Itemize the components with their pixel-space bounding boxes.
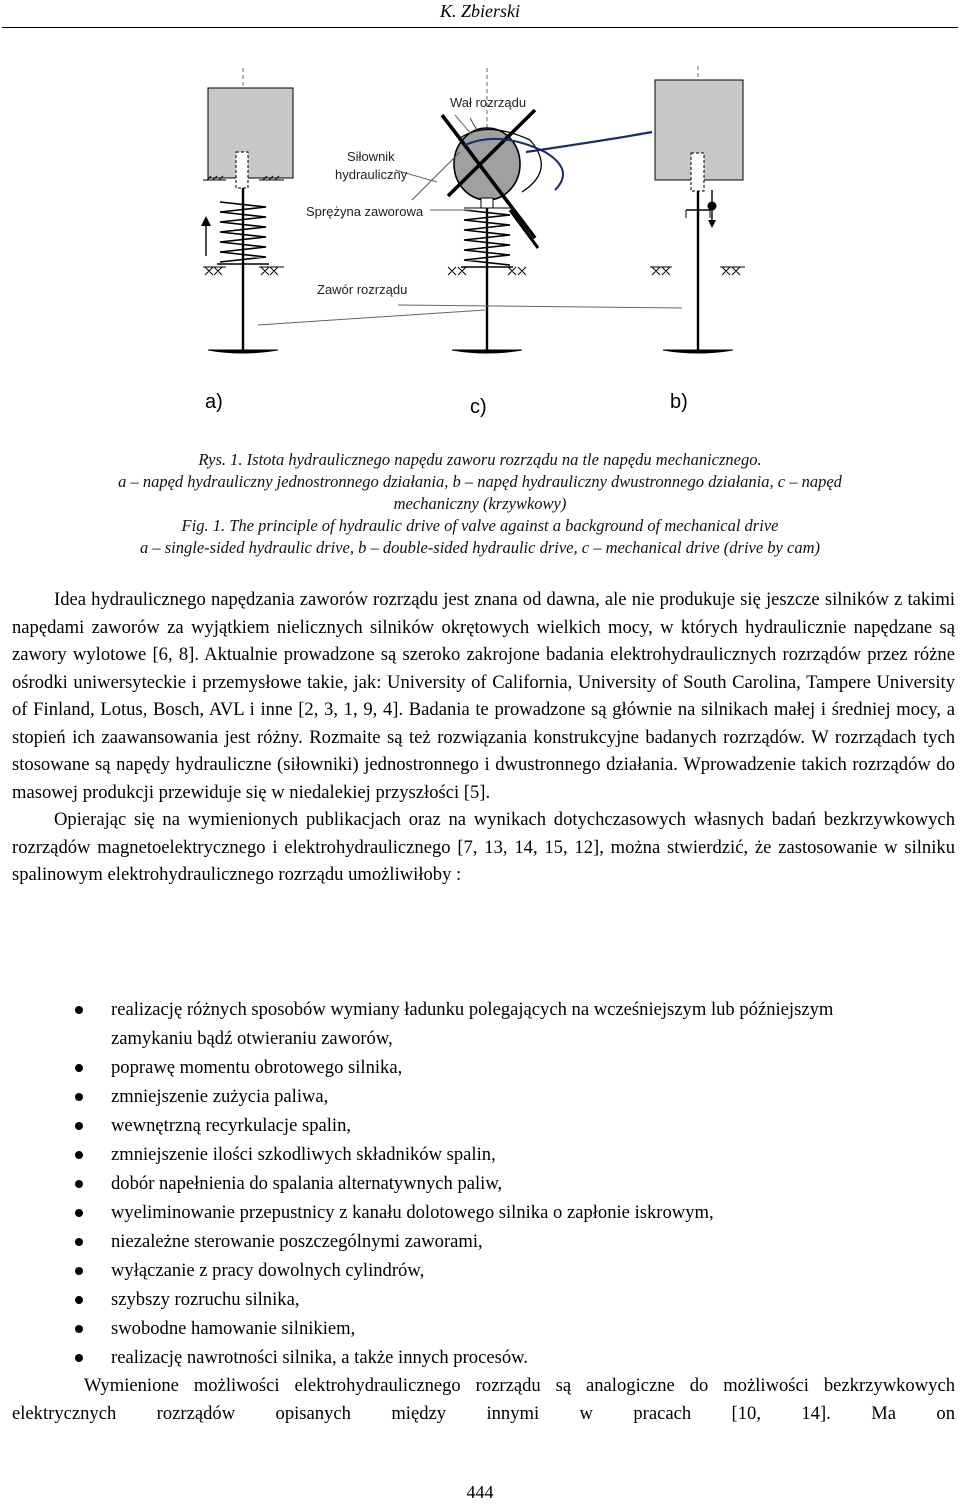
list-item: wyeliminowanie przepustnicy z kanału dolotowego silnika o zapłonie iskrowym, xyxy=(0,1198,960,1227)
label-actuator-line2: hydrauliczny xyxy=(335,167,408,182)
panel-b-drawing xyxy=(650,66,745,353)
list-item: zmniejszenie ilości szkodliwych składników spalin, xyxy=(0,1140,960,1169)
header-author: K. Zbierski xyxy=(439,1,520,21)
bullet-icon xyxy=(75,1006,83,1014)
bullet-icon xyxy=(75,1180,83,1188)
caption-en-title: Fig. 1. The principle of hydraulic drive of valve against a background of mechanical drive xyxy=(181,516,779,535)
list-item: swobodne hamowanie silnikiem, xyxy=(0,1314,960,1343)
list-item: dobór napełnienia do spalania alternatywnych paliw, xyxy=(0,1169,960,1198)
paragraph-2: Opierając się na wymienionych publikacjach oraz na wynikach dotychczasowych własnych badań bezkrzywkowych rozrządów magnetoelektrycznego i elektrohydraulicznego [7, 13, 14, 15, 12], można stwierdzić, że zastosowanie w silniku spalinowym elektrohydraulicznego rozrządu umożliwiłoby : xyxy=(12,809,955,885)
figure-caption xyxy=(20,449,940,559)
label-actuator-line1: Siłownik xyxy=(347,149,395,164)
panel-a-drawing xyxy=(201,68,293,353)
benefits-list xyxy=(0,995,960,1372)
bullet-icon xyxy=(75,1064,83,1072)
caption-pl-title: Rys. 1. Istota hydraulicznego napędu zaworu rozrządu na tle napędu mechanicznego. xyxy=(198,450,762,469)
list-item: niezależne sterowanie poszczególnymi zaworami, xyxy=(0,1227,960,1256)
closing-section xyxy=(12,1372,955,1427)
list-item: poprawę momentu obrotowego silnika, xyxy=(0,1053,960,1082)
list-item: zmniejszenie zużycia paliwa, xyxy=(0,1082,960,1111)
list-item: szybszy rozruchu silnika, xyxy=(0,1285,960,1314)
bullet-icon xyxy=(75,1209,83,1217)
label-camshaft: Wał rozrządu xyxy=(450,95,527,110)
panel-label-a: a) xyxy=(205,391,223,413)
bullet-icon xyxy=(75,1354,83,1362)
bullet-icon xyxy=(75,1325,83,1333)
list-item: realizację różnych sposobów wymiany ładunku polegających na wcześniejszym lub późniejszym zamykaniu bądź otwieraniu zaworów, xyxy=(0,995,960,1053)
bullet-icon xyxy=(75,1093,83,1101)
bullet-icon xyxy=(75,1296,83,1304)
paragraph-3: Wymienione możliwości elektrohydraulicznego rozrządu są analogiczne do możliwości bezkrzywkowych elektrycznych rozrządów opisanych między innymi w pracach [10, 14]. Ma on xyxy=(12,1375,955,1424)
list-item: wyłączanie z pracy dowolnych cylindrów, xyxy=(0,1256,960,1285)
valve-drive-diagram xyxy=(0,60,960,420)
body-section xyxy=(12,586,955,889)
bullet-icon xyxy=(75,1151,83,1159)
caption-pl-line2: a – napęd hydrauliczny jednostronnego działania, b – napęd hydrauliczny dwustronnego działania, c – napęd xyxy=(118,472,842,491)
running-header xyxy=(0,0,960,30)
page-number: 444 xyxy=(466,1482,494,1502)
leader-valve-left xyxy=(258,310,485,325)
leader-camshaft xyxy=(455,115,472,135)
label-valve: Zawór rozrządu xyxy=(317,282,408,297)
figure-1 xyxy=(0,60,960,420)
caption-en-line2: a – single-sided hydraulic drive, b – double-sided hydraulic drive, c – mechanical drive (drive by cam) xyxy=(140,538,820,557)
label-spring: Sprężyna zaworowa xyxy=(306,204,424,219)
bullet-icon xyxy=(75,1267,83,1275)
paragraph-1: Idea hydraulicznego napędzania zaworów rozrządu jest znana od dawna, ale nie produkuje się jeszcze silników z takimi napędami zaworów za wyjątkiem nielicznych silników okrętowych wielkich mocy, w których hydraulicznie napędzane są zawory wylotowe [6, 8]. Aktualnie prowadzone są szeroko zakrojone badania elektrohydraulicznych rozrządów przez różne ośrodki uniwersyteckie i przemysłowe takie, jak: University of California, University of South Carolina, Tampere University of Finland, Lotus, Bosch, AVL i inne [2, 3, 1, 9, 4]. Badania te prowadzone są głównie na silnikach małej i średniej mocy, a stopień ich zaawansowania jest różny. Rozmaite są też rozwiązania konstrukcyjne badanych rozrządów. W rozrządach tych stosowane są napędy hydrauliczne (siłowniki) jednostronnego i dwustronnego działania. Wprowadzenie takich rozrządów do masowej produkcji przewiduje się w niedalekiej przyszłości [5]. xyxy=(12,589,955,803)
panel-label-c: c) xyxy=(470,396,487,418)
caption-pl-line3: mechaniczny (krzywkowy) xyxy=(393,494,567,513)
bullet-icon xyxy=(75,1122,83,1130)
header-rule xyxy=(2,27,958,28)
bullet-icon xyxy=(75,1238,83,1246)
leader-valve-right xyxy=(398,305,682,308)
list-item: realizację nawrotności silnika, a także innych procesów. xyxy=(0,1343,960,1372)
list-item: wewnętrzną recyrkulacje spalin, xyxy=(0,1111,960,1140)
panel-label-b: b) xyxy=(670,391,688,413)
